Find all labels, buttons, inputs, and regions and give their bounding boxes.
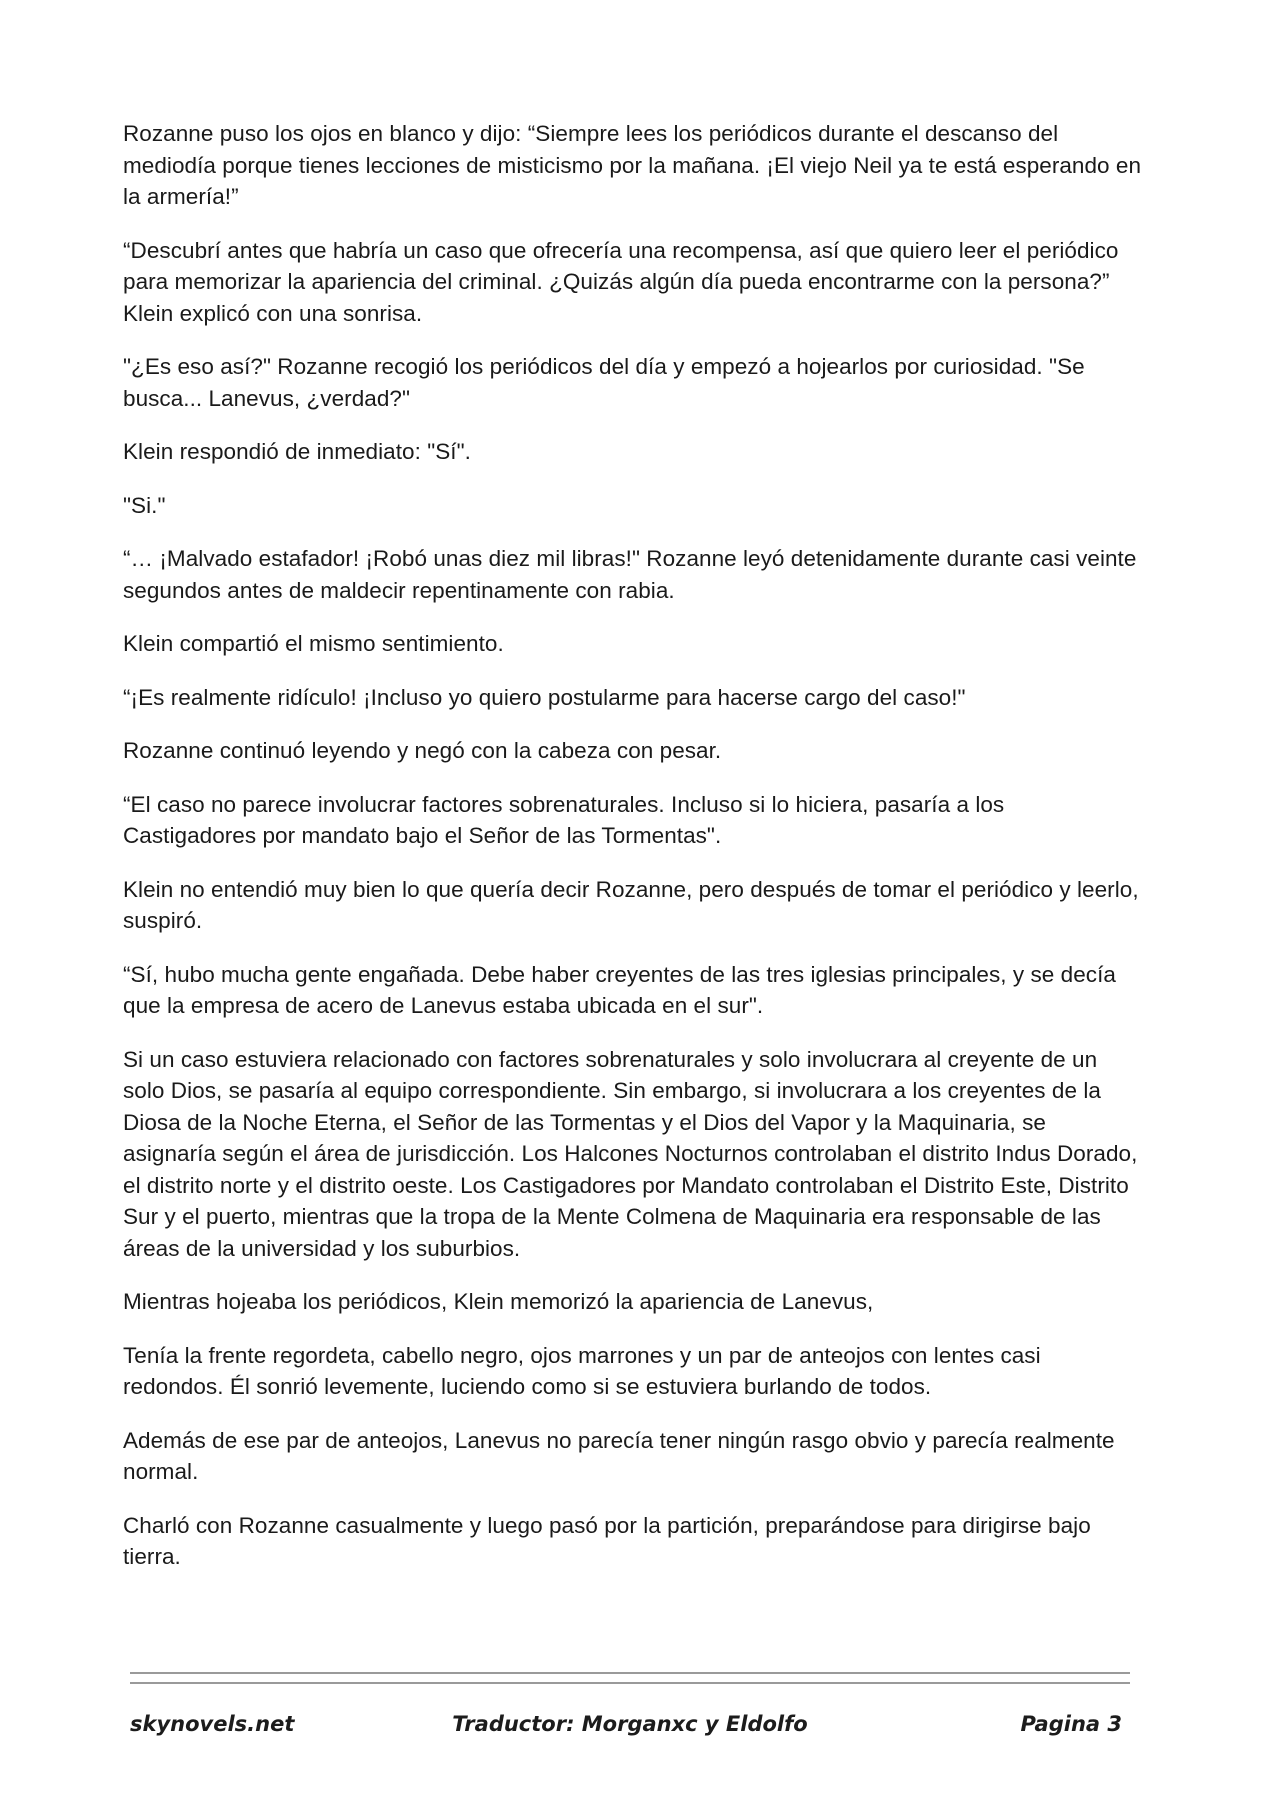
paragraph: Klein compartió el mismo sentimiento. [123, 631, 504, 656]
footer-site: skynovels.net [130, 1712, 295, 1736]
paragraph: Además de ese par de anteojos, Lanevus no parecía tener ningún rasgo obvio y parecía realmente normal. [123, 1427, 1115, 1484]
paragraph: Klein respondió de inmediato: "Sí". [123, 439, 471, 464]
paragraph: “Sí, hubo mucha gente engañada. Debe haber creyentes de las tres iglesias principales, y se decía que la empresa de acero de Lanevus estaba ubicada en el sur". [123, 961, 1116, 1018]
paragraph: Mientras hojeaba los periódicos, Klein memorizó la apariencia de Lanevus, [123, 1289, 874, 1314]
page-number: Pagina 3 [1020, 1712, 1122, 1736]
paragraph: "¿Es eso así?" Rozanne recogió los periódicos del día y empezó a hojearlos por curiosidad. "Se busca... Lanevus, ¿verdad?" [123, 354, 1085, 411]
paragraph: “Descubrí antes que habría un caso que ofrecería una recompensa, así que quiero leer el periódico para memorizar la apariencia del criminal. ¿Quizás algún día pueda encontrarme con la persona?” Klein explicó con una sonrisa. [123, 237, 1119, 326]
body-text [123, 118, 1143, 1595]
paragraph: “El caso no parece involucrar factores sobrenaturales. Incluso si lo hiciera, pasaría a los Castigadores por mandato bajo el Señor de las Tormentas". [123, 791, 1005, 848]
paragraph: “… ¡Malvado estafador! ¡Robó unas diez mil libras!" Rozanne leyó detenidamente durante casi veinte segundos antes de maldecir repentinamente con rabia. [123, 546, 1137, 603]
paragraph: Tenía la frente regordeta, cabello negro, ojos marrones y un par de anteojos con lentes casi redondos. Él sonrió levemente, luciendo como si se estuviera burlando de todos. [123, 1342, 1041, 1399]
paragraph: Charló con Rozanne casualmente y luego pasó por la partición, preparándose para dirigirse bajo tierra. [123, 1512, 1091, 1569]
page-footer [130, 1712, 1130, 1752]
paragraph: “¡Es realmente ridículo! ¡Incluso yo quiero postularme para hacerse cargo del caso!" [123, 684, 966, 710]
footer-rule-bottom [130, 1682, 1130, 1684]
paragraph: Si un caso estuviera relacionado con factores sobrenaturales y solo involucrara al creyente de un solo Dios, se pasaría al equipo correspondiente. Sin embargo, si involucrara a los creyentes de la Diosa de la Noche Eterna, el Señor de las Tormentas y el Dios del Vapor y la Maquinaria, se asignaría según el área de jurisdicción. Los Halcones Nocturnos controlaban el distrito Indus Dorado, el distrito norte y el distrito oeste. Los Castigadores por Mandato controlaban el Distrito Este, Distrito Sur y el puerto, mientras que la tropa de la Mente Colmena de Maquinaria era responsable de las áreas de la universidad y los suburbios. [123, 1046, 1138, 1261]
paragraph: "Si." [123, 492, 166, 518]
footer-rule-top [130, 1672, 1130, 1674]
footer-divider [130, 1672, 1130, 1686]
footer-translator: Traductor: Morganxc y Eldolfo [452, 1712, 808, 1736]
paragraph: Rozanne puso los ojos en blanco y dijo: “Siempre lees los periódicos durante el descanso del mediodía porque tienes lecciones de misticismo por la mañana. ¡El viejo Neil ya te está esperando en la armería!” [123, 121, 1142, 209]
paragraph: Klein no entendió muy bien lo que quería decir Rozanne, pero después de tomar el periódico y leerlo, suspiró. [123, 876, 1139, 933]
paragraph: Rozanne continuó leyendo y negó con la cabeza con pesar. [123, 738, 722, 763]
